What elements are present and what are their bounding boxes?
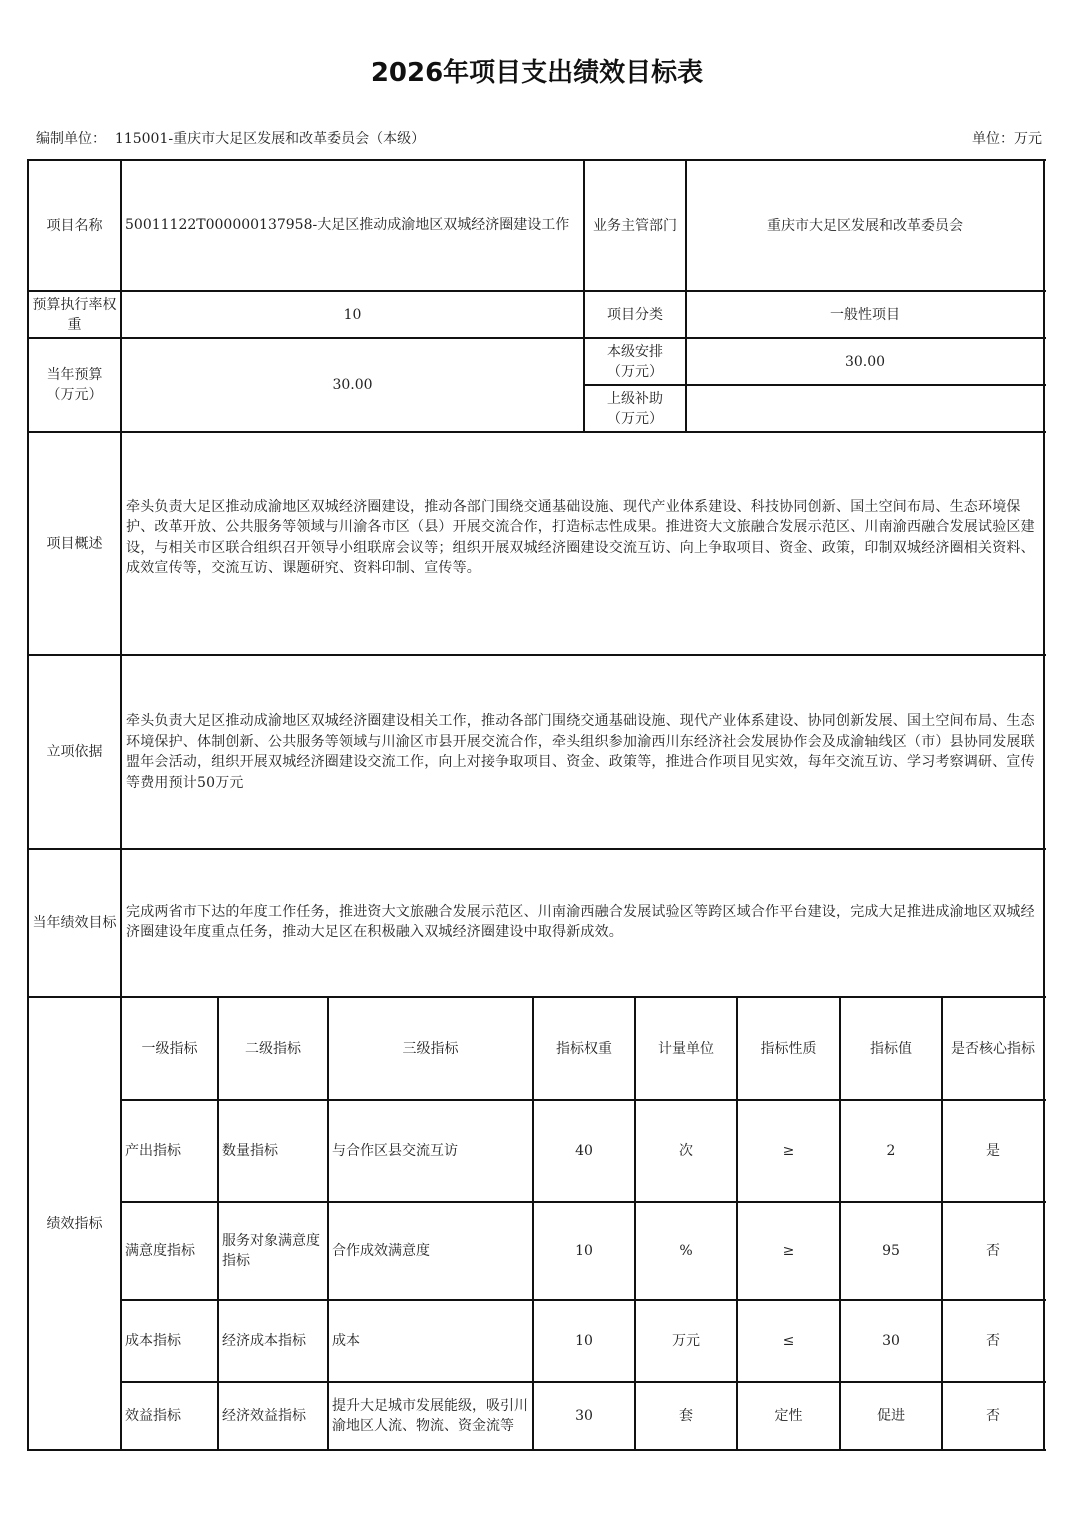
h-border <box>28 848 1046 850</box>
dept-value: 重庆市大足区发展和改革委员会 <box>767 217 963 234</box>
indicator-cell-core: 是 <box>986 1143 1000 1159</box>
indicator-cell-unit: 次 <box>679 1143 693 1159</box>
h-border <box>28 654 1046 656</box>
indicator-cell-level1: 满意度指标 <box>125 1243 195 1259</box>
basis-cell <box>121 655 1044 849</box>
indicator-header-nature: 指标性质 <box>760 1040 817 1057</box>
v-border <box>27 159 29 1451</box>
indicator-cell-value: 促进 <box>877 1408 905 1424</box>
indicator-cell-nature: 定性 <box>774 1408 803 1424</box>
indicator-cell-value: 30 <box>882 1333 900 1349</box>
indicator-cell-core: 否 <box>986 1408 1000 1424</box>
subsidy-value <box>686 385 1044 432</box>
h-border <box>584 384 1046 386</box>
indicator-cell-level3: 提升大足城市发展能级，吸引川渝地区人流、物流、资金流等 <box>332 1398 528 1434</box>
indicator-cell-level2: 经济成本指标 <box>222 1333 306 1349</box>
indicator-header-core: 是否核心指标 <box>951 1040 1035 1057</box>
goal-label: 当年绩效目标 <box>32 915 117 931</box>
indicator-cell-weight: 40 <box>575 1143 593 1159</box>
project-name-cell <box>121 160 584 291</box>
overview-label: 项目概述 <box>46 535 103 552</box>
indicator-cell-nature: ≥ <box>782 1143 795 1159</box>
h-border <box>28 290 1046 292</box>
h-border <box>28 159 1046 161</box>
indicator-cell-level3: 合作成效满意度 <box>332 1243 430 1259</box>
indicator-cell-level1: 效益指标 <box>125 1408 181 1424</box>
currency-unit: 单位：万元 <box>972 131 1042 147</box>
v-border <box>120 159 122 1451</box>
prepared-by <box>36 128 425 148</box>
indicator-cell-value: 95 <box>882 1243 900 1259</box>
indicator-cell-level1: 产出指标 <box>125 1143 181 1159</box>
indicator-header-level2: 二级指标 <box>245 1040 301 1057</box>
basis-label: 立项依据 <box>46 744 103 760</box>
indicator-cell-unit: % <box>679 1243 693 1259</box>
h-border <box>121 1381 1046 1383</box>
indicator-cell-level2: 服务对象满意度指标 <box>222 1233 320 1269</box>
v-border <box>1043 159 1045 1451</box>
indicator-cell-unit: 万元 <box>672 1333 700 1349</box>
category-value: 一般性项目 <box>830 306 900 323</box>
subsidy-label: 上级补助（万元） <box>607 390 663 427</box>
indicator-cell-level2: 经济效益指标 <box>222 1408 306 1424</box>
h-border <box>28 996 1046 998</box>
prepared-by-value: 115001-重庆市大足区发展和改革委员会（本级） <box>114 131 426 147</box>
indicator-cell-level2: 数量指标 <box>222 1143 278 1159</box>
local-value: 30.00 <box>844 354 886 370</box>
h-border <box>121 1299 1046 1301</box>
dept-label: 业务主管部门 <box>593 217 677 234</box>
goal-text: 完成两省市下达的年度工作任务，推进资大文旅融合发展示范区、川南渝西融合发展试验区等跨区域合作平台建设，完成大足推进成渝地区双城经济圈建设年度重点任务，推动大足区在积极融入双城经济圈建设中取得新成效。 <box>126 903 1035 940</box>
exec-weight-label: 预算执行率权重 <box>32 296 117 333</box>
overview-cell <box>121 432 1044 655</box>
budget-label: 当年预算（万元） <box>46 367 103 403</box>
v-border <box>583 159 585 433</box>
indicator-cell-weight: 10 <box>575 1243 593 1259</box>
h-border <box>28 1449 1046 1451</box>
indicator-cell-unit: 套 <box>679 1408 693 1424</box>
indicator-cell-nature: ≥ <box>782 1243 795 1259</box>
indicator-cell-level3: 与合作区县交流互访 <box>332 1143 458 1159</box>
prepared-by-label: 编制单位： <box>36 131 106 147</box>
indicator-cell-nature: ≤ <box>782 1333 795 1349</box>
indicator-cell-weight: 10 <box>575 1333 593 1349</box>
h-border <box>28 337 1046 339</box>
indicator-cell-level3: 成本 <box>332 1333 360 1349</box>
local-label: 本级安排（万元） <box>607 343 663 380</box>
indicator-cell-level1: 成本指标 <box>125 1333 181 1349</box>
indicator-cell-core: 否 <box>986 1333 1000 1349</box>
h-border <box>121 1099 1046 1101</box>
indicators-label: 绩效指标 <box>46 1215 103 1232</box>
h-border <box>28 431 1046 433</box>
indicator-header-value: 指标值 <box>870 1040 912 1057</box>
category-label: 项目分类 <box>607 306 663 323</box>
indicator-header-level1: 一级指标 <box>141 1040 198 1057</box>
indicator-cell-weight: 30 <box>575 1408 593 1424</box>
indicator-header-weight: 指标权重 <box>556 1040 612 1057</box>
indicator-header-unit: 计量单位 <box>658 1040 714 1057</box>
budget-value: 30.00 <box>332 377 373 393</box>
project-name-label: 项目名称 <box>46 217 103 234</box>
indicator-header-level3: 三级指标 <box>402 1040 459 1057</box>
project-name-value: 50011122T000000137958-大足区推动成渝地区双城经济圈建设工作 <box>125 216 570 233</box>
page-title: 2026年项目支出绩效目标表 <box>370 58 704 88</box>
v-border <box>685 159 687 433</box>
overview-text: 牵头负责大足区推动成渝地区双城经济圈建设，推动各部门围绕交通基础设施、现代产业体系建设、科技协同创新、国土空间布局、生态环境保护、改革开放、公共服务等领域与川渝各市区（县）开展交流合作，打造标志性成果。推进资大文旅融合发展示范区、川南渝西融合发展试验区建设，与相关市区联合组织召开领导小组联席会议等；组织开展双城经济圈建设交流互访、向上争取项目、资金、政策，印制双城经济圈相关资料、成效宣传等，交流互访、课题研究、资料印制、宣传等。 <box>126 498 1035 576</box>
exec-weight-value: 10 <box>343 306 362 323</box>
h-border <box>121 1201 1046 1203</box>
indicator-cell-core: 否 <box>986 1243 1000 1259</box>
goal-cell <box>121 849 1044 997</box>
basis-text: 牵头负责大足区推动成渝地区双城经济圈建设相关工作，推动各部门围绕交通基础设施、现代产业体系建设、协同创新发展、国土空间布局、生态环境保护、体制创新、公共服务等领域与川渝区市县开展交流合作，牵头组织参加渝西川东经济社会发展协作会及成渝轴线区（市）县协同发展联盟年会活动，组织开展双城经济圈建设交流工作，向上对接争取项目、资金、政策等，推进合作项目见实效，每年交流互访、学习考察调研、宣传等费用预计50万元 <box>126 713 1035 791</box>
indicator-cell-value: 2 <box>886 1143 896 1159</box>
